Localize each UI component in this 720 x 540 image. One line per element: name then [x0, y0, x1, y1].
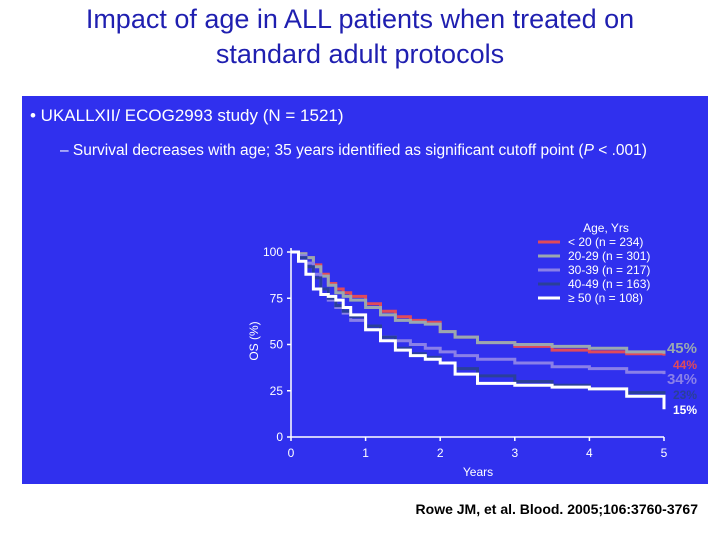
- title-line-1: Impact of age in ALL patients when treated on: [85, 4, 635, 34]
- y-tick-label: 50: [269, 337, 283, 352]
- y-axis-label: OS (%): [247, 321, 261, 361]
- legend-label: 40-49 (n = 163): [568, 277, 651, 291]
- end-value-label: 23%: [672, 388, 697, 402]
- x-tick-label: 0: [287, 446, 295, 460]
- citation: Rowe JM, et al. Blood. 2005;106:3760-3767: [415, 501, 698, 517]
- bullet-study: • UKALLXII/ ECOG2993 study (N = 1521): [30, 106, 344, 125]
- x-tick-label: 4: [586, 446, 593, 460]
- end-value-label: 45%: [666, 340, 697, 357]
- x-axis-label: Years: [462, 465, 494, 479]
- legend-label: 30-39 (n = 217): [568, 263, 651, 277]
- legend-label: < 20 (n = 234): [568, 235, 644, 249]
- legend-title: Age, Yrs: [583, 221, 629, 235]
- sub-bullet-text: – Survival decreases with age; 35 years identified as significant cutoff point (: [60, 142, 584, 159]
- y-tick-label: 25: [269, 383, 283, 398]
- x-tick-label: 5: [660, 446, 668, 460]
- title-line-2: standard adult protocols: [215, 39, 505, 69]
- x-tick-label: 3: [511, 446, 519, 460]
- end-value-label: 34%: [666, 371, 697, 388]
- end-value-label: 15%: [672, 403, 697, 417]
- x-tick-label: 1: [362, 446, 369, 460]
- sub-bullet-pvalue: < .001): [593, 142, 647, 159]
- end-value-label: 44%: [672, 358, 697, 372]
- y-tick-label: 0: [276, 430, 283, 444]
- legend-label: ≥ 50 (n = 108): [568, 291, 643, 305]
- p-symbol: P: [583, 142, 594, 159]
- x-tick-label: 2: [436, 446, 444, 460]
- y-tick-label: 100: [262, 245, 283, 259]
- legend-label: 20-29 (n = 301): [568, 249, 651, 263]
- y-tick-label: 75: [269, 291, 283, 306]
